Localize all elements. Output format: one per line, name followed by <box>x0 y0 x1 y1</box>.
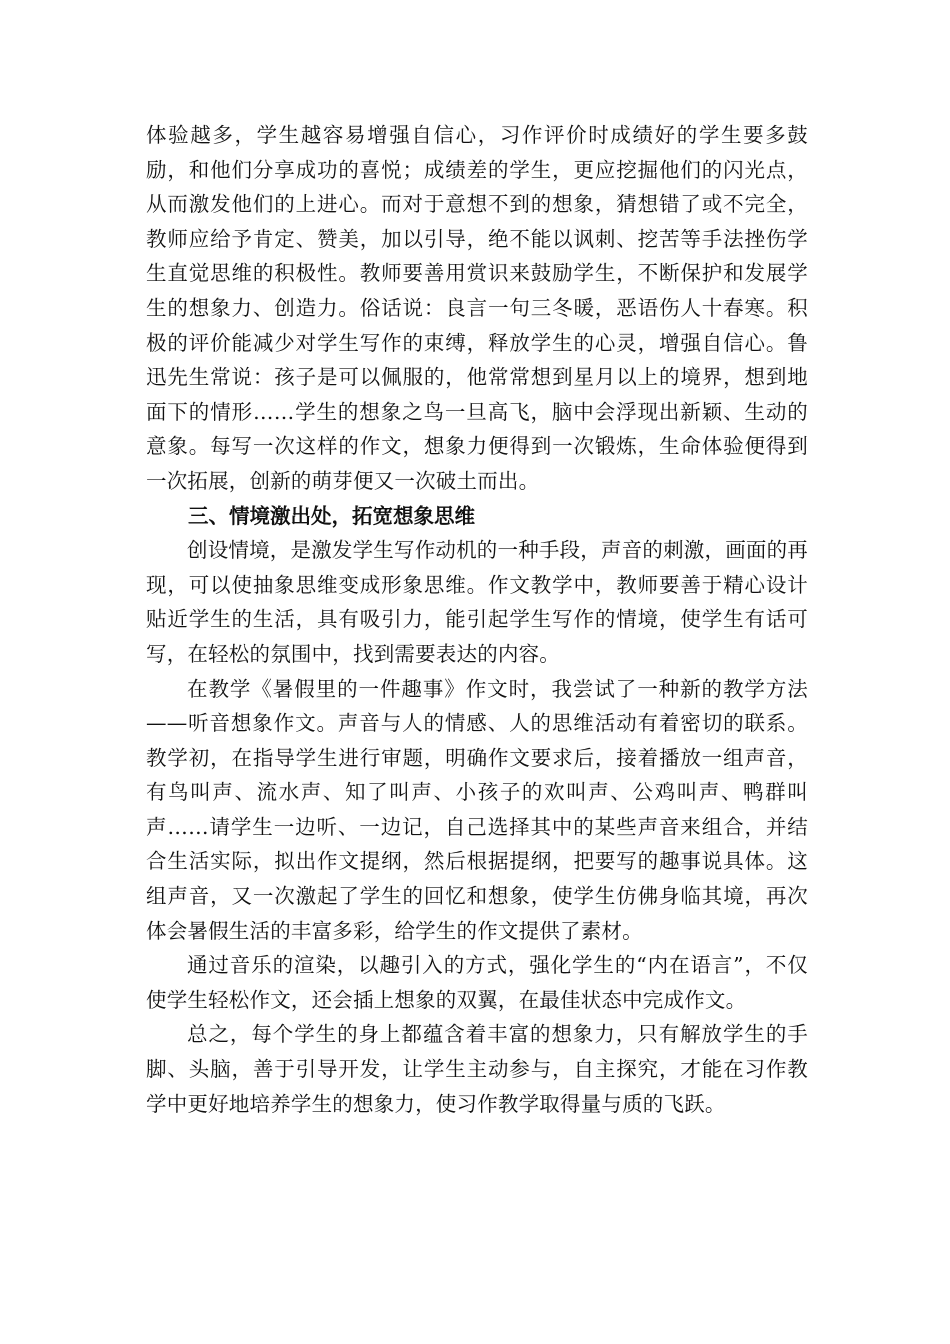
section-heading: 三、情境激出处，拓宽想象思维 <box>188 503 475 528</box>
paragraph-conclusion: 总之，每个学生的身上都蕴含着丰富的想象力，只有解放学生的手脚、头脑，善于引导开发，让学生主动参与，自主探究，才能在习作教学中更好地培养学生的想象力，使习作教学取得量与质的飞跃。 <box>146 1022 808 1116</box>
paragraph-music: 通过音乐的渲染，以趣引入的方式，强化学生的“内在语言”，不仅使学生轻松作文，还会插上想象的双翼，在最佳状态中完成作文。 <box>146 953 808 1012</box>
document-body <box>146 118 808 1121</box>
paragraph-teaching-example: 在教学《暑假里的一件趣事》作文时，我尝试了一种新的教学方法——听音想象作文。声音与人的情感、人的思维活动有着密切的联系。教学初，在指导学生进行审题，明确作文要求后，接着播放一组声音，有鸟叫声、流水声、知了叫声、小孩子的欢叫声、公鸡叫声、鸭群叫声……请学生一边听、一边记，自己选择其中的某些声音来组合，并结合生活实际，拟出作文提纲，然后根据提纲，把要写的趣事说具体。这组声音，又一次激起了学生的回忆和想象，使学生仿佛身临其境，再次体会暑假生活的丰富多彩，给学生的作文提供了素材。 <box>146 676 808 943</box>
paragraph-continuation: 体验越多，学生越容易增强自信心，习作评价时成绩好的学生要多鼓励，和他们分享成功的喜悦；成绩差的学生，更应挖掘他们的闪光点，从而激发他们的上进心。而对于意想不到的想象，猜想错了或不完全，教师应给予肯定、赞美，加以引导，绝不能以讽刺、挖苦等手法挫伤学生直觉思维的积极性。教师要善用赏识来鼓励学生，不断保护和发展学生的想象力、创造力。俗话说：良言一句三冬暖，恶语伤人十春寒。积极的评价能减少对学生写作的束缚，释放学生的心灵，增强自信心。鲁迅先生常说：孩子是可以佩服的，他常常想到星月以上的境界，想到地面下的情形……学生的想象之鸟一旦高飞，脑中会浮现出新颖、生动的意象。每写一次这样的作文，想象力便得到一次锻炼，生命体验便得到一次拓展，创新的萌芽便又一次破土而出。 <box>146 123 808 493</box>
paragraph-situation: 创设情境，是激发学生写作动机的一种手段，声音的刺激，画面的再现，可以使抽象思维变成形象思维。作文教学中，教师要善于精心设计贴近学生的生活，具有吸引力，能引起学生写作的情境，使学生有话可写，在轻松的氛围中，找到需要表达的内容。 <box>146 538 808 666</box>
